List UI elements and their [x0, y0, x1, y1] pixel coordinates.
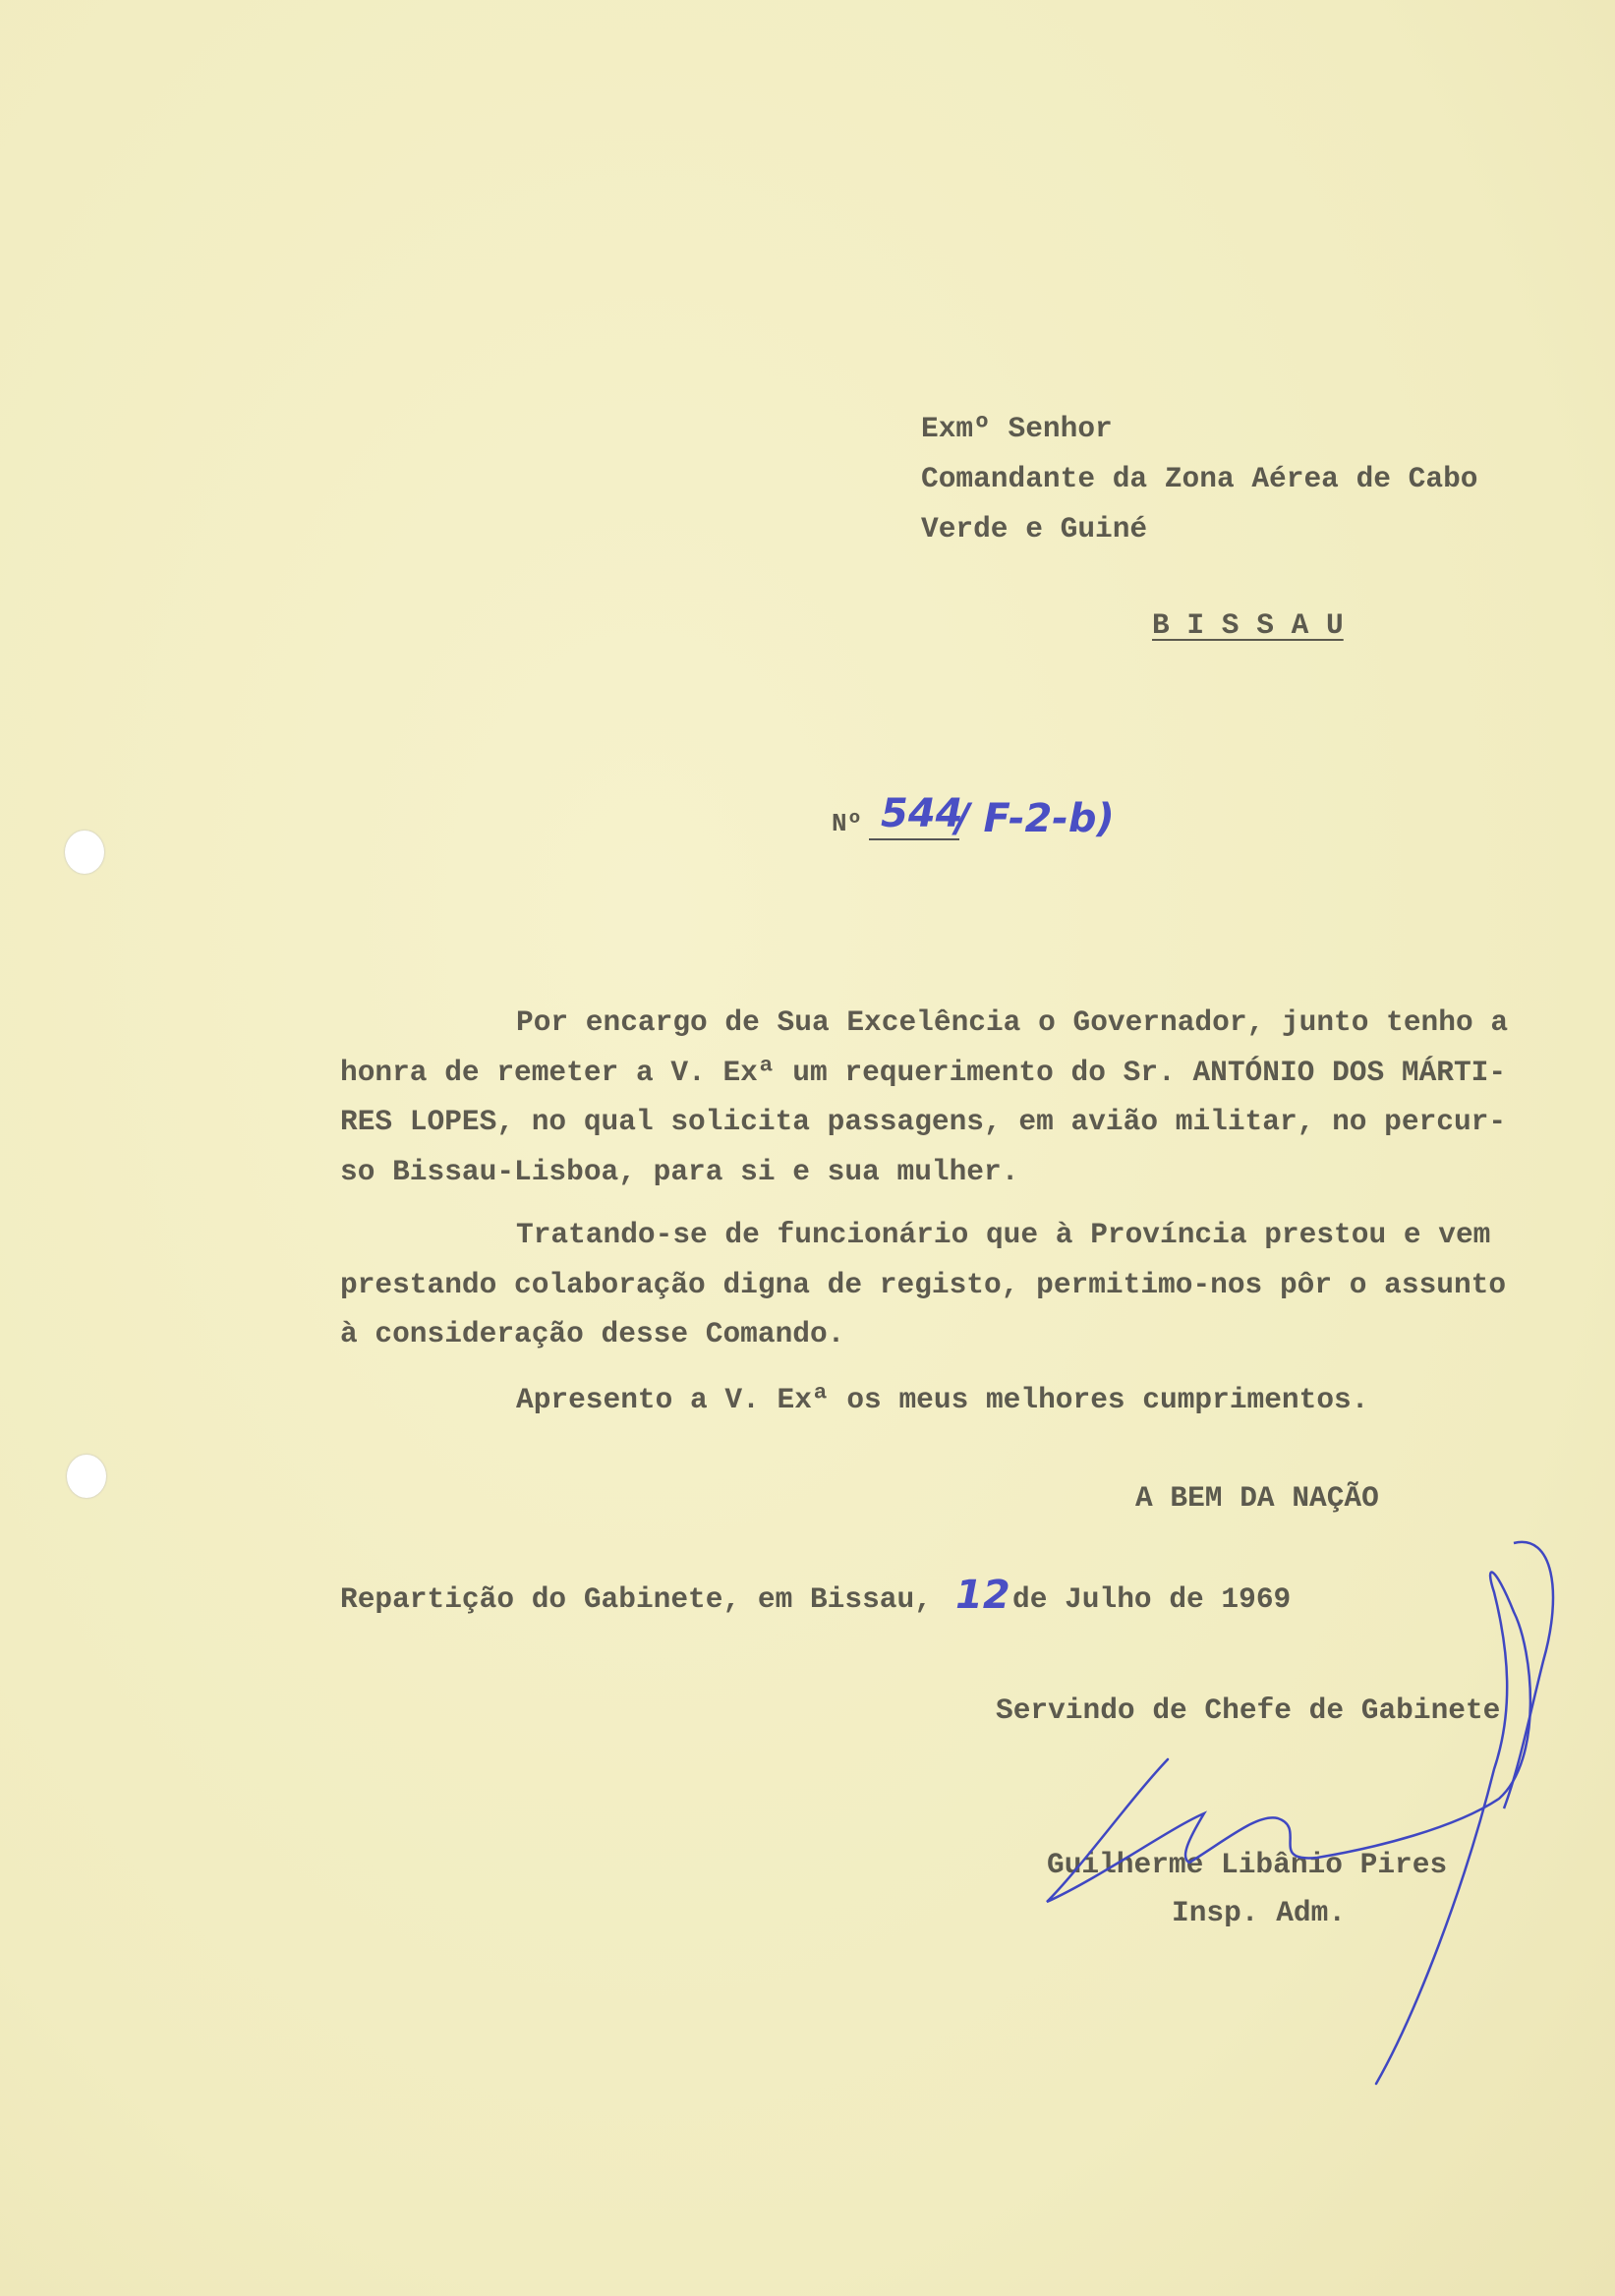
- body-line: honra de remeter a V. Exª um requerimento do Sr. ANTÓNIO DOS MÁRTI-: [340, 1056, 1507, 1089]
- address-line: Exmº Senhor: [921, 412, 1113, 445]
- reference-label: Nº: [832, 809, 863, 838]
- reference-number-handwritten: 544: [881, 791, 963, 836]
- closing-formula: A BEM DA NAÇÃO: [1135, 1481, 1379, 1515]
- body-line: Tratando-se de funcionário que à Província prestou e vem: [516, 1218, 1491, 1251]
- body-line: Apresento a V. Exª os meus melhores cumprimentos.: [516, 1383, 1369, 1416]
- body-line: Por encargo de Sua Excelência o Governador, junto tenho a: [516, 1005, 1509, 1039]
- body-line: à consideração desse Comando.: [340, 1317, 845, 1350]
- body-line: RES LOPES, no qual solicita passagens, em avião militar, no percur-: [340, 1105, 1507, 1138]
- signatory-role: Servindo de Chefe de Gabinete: [996, 1693, 1501, 1727]
- address-line: Comandante da Zona Aérea de Cabo: [921, 462, 1478, 495]
- address-line: Verde e Guiné: [921, 512, 1148, 545]
- signatory-name: Guilherme Libânio Pires: [1047, 1848, 1448, 1881]
- dateline-suffix: de Julho de 1969: [1012, 1582, 1292, 1616]
- dateline-day-handwritten: 12: [955, 1573, 1010, 1618]
- reference-code-handwritten: / F-2-b): [955, 796, 1115, 841]
- body-line: prestando colaboração digna de registo, permitimo-nos pôr o assunto: [340, 1268, 1507, 1301]
- body-line: so Bissau-Lisboa, para si e sua mulher.: [340, 1155, 1019, 1188]
- address-city: B I S S A U: [1152, 608, 1344, 642]
- signatory-title: Insp. Adm.: [1172, 1896, 1347, 1929]
- dateline-prefix: Repartição do Gabinete, em Bissau,: [340, 1582, 932, 1616]
